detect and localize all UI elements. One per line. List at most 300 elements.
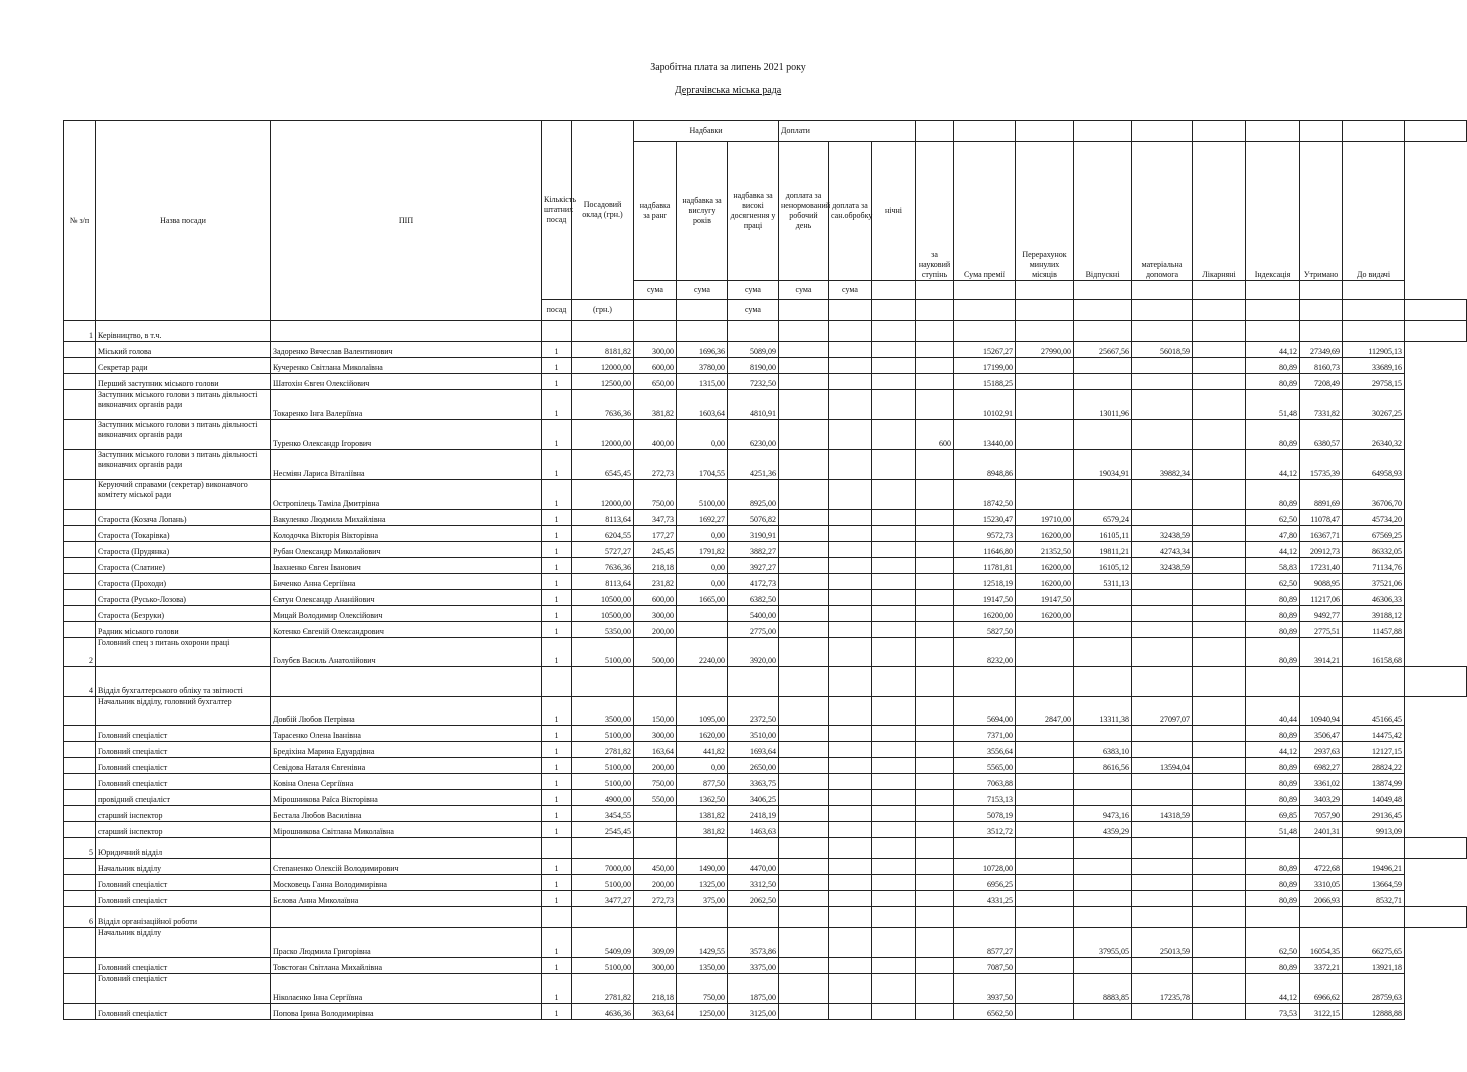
sanitation-cell xyxy=(829,774,872,790)
empty-cell xyxy=(779,667,829,697)
withheld-cell: 20912,73 xyxy=(1300,542,1343,558)
rank-cell xyxy=(634,806,677,822)
sanitation-cell xyxy=(829,726,872,742)
seniority-cell: 0,00 xyxy=(677,574,728,590)
irregular-cell xyxy=(779,574,829,590)
empty-cell xyxy=(1193,667,1246,697)
withheld-cell: 4722,68 xyxy=(1300,859,1343,875)
rank-cell xyxy=(634,822,677,838)
index-cell: 40,44 xyxy=(1246,697,1300,726)
count-cell: 1 xyxy=(542,558,572,574)
table-row xyxy=(64,638,1467,667)
payout-cell: 12888,88 xyxy=(1343,1004,1405,1020)
degree-cell xyxy=(916,480,954,510)
empty-cell xyxy=(542,838,572,859)
empty-cell xyxy=(1300,838,1343,859)
header-irregular: доплата за ненормований робочий день xyxy=(779,142,829,281)
rank-cell: 218,18 xyxy=(634,558,677,574)
recalc-cell: 16200,00 xyxy=(1016,558,1074,574)
rank-cell: 750,00 xyxy=(634,480,677,510)
header-aid: матеріальна допомога xyxy=(1132,142,1193,281)
position-cell: Головний спеціаліст xyxy=(96,891,271,907)
empty-cell xyxy=(1016,321,1074,342)
empty-cell xyxy=(954,838,1016,859)
empty-cell xyxy=(1405,321,1467,342)
aid-cell xyxy=(1132,420,1193,450)
header-empty xyxy=(1343,300,1405,321)
empty-cell xyxy=(1246,838,1300,859)
achievement-cell: 3882,27 xyxy=(728,542,779,558)
index-cell: 80,89 xyxy=(1246,758,1300,774)
section-header-row xyxy=(64,321,1467,342)
recalc-cell: 19147,50 xyxy=(1016,590,1074,606)
recalc-cell xyxy=(1016,450,1074,480)
payout-cell: 67569,25 xyxy=(1343,526,1405,542)
sick-cell xyxy=(1193,450,1246,480)
empty-cell xyxy=(954,667,1016,697)
sanitation-cell xyxy=(829,1004,872,1020)
rank-cell: 218,18 xyxy=(634,974,677,1004)
degree-cell xyxy=(916,390,954,420)
header-empty xyxy=(1405,300,1467,321)
header-empty xyxy=(1016,121,1074,142)
header-empty xyxy=(1300,121,1343,142)
position-cell: Староста (Токарівка) xyxy=(96,526,271,542)
payout-cell: 33689,16 xyxy=(1343,358,1405,374)
night-cell xyxy=(872,374,916,390)
seniority-cell: 1490,00 xyxy=(677,859,728,875)
night-cell xyxy=(872,574,916,590)
row-number xyxy=(64,774,96,790)
empty-cell xyxy=(1132,667,1193,697)
section-number: 1 xyxy=(64,321,96,342)
seniority-cell: 1692,27 xyxy=(677,510,728,526)
header-payout: До видачі xyxy=(1343,142,1405,281)
seniority-cell: 1325,00 xyxy=(677,875,728,891)
table-row xyxy=(64,1004,1467,1020)
table-row xyxy=(64,374,1467,390)
recalc-cell: 16200,00 xyxy=(1016,526,1074,542)
empty-cell xyxy=(677,321,728,342)
header-empty xyxy=(954,121,1016,142)
name-cell: Ковіна Олена Сергіївна xyxy=(271,774,542,790)
withheld-cell: 8891,69 xyxy=(1300,480,1343,510)
aid-cell xyxy=(1132,822,1193,838)
table-row xyxy=(64,806,1467,822)
vacation-cell xyxy=(1074,590,1132,606)
seniority-cell: 1696,36 xyxy=(677,342,728,358)
sanitation-cell xyxy=(829,790,872,806)
table-row xyxy=(64,542,1467,558)
sick-cell xyxy=(1193,790,1246,806)
empty-cell xyxy=(677,667,728,697)
sick-cell xyxy=(1193,420,1246,450)
night-cell xyxy=(872,342,916,358)
empty-cell xyxy=(1343,667,1405,697)
header-unit-salary: (грн.) xyxy=(572,300,634,321)
irregular-cell xyxy=(779,1004,829,1020)
salary-cell: 8181,82 xyxy=(572,342,634,358)
sanitation-cell xyxy=(829,390,872,420)
salary-cell: 3477,27 xyxy=(572,891,634,907)
seniority-cell: 375,00 xyxy=(677,891,728,907)
header-night: нічні xyxy=(872,142,916,281)
bonus-cell: 15188,25 xyxy=(954,374,1016,390)
row-number xyxy=(64,342,96,358)
rank-cell: 245,45 xyxy=(634,542,677,558)
empty-cell xyxy=(542,667,572,697)
section-header-row xyxy=(64,667,1467,697)
empty-cell xyxy=(572,667,634,697)
index-cell: 51,48 xyxy=(1246,390,1300,420)
night-cell xyxy=(872,450,916,480)
empty-cell xyxy=(779,838,829,859)
sanitation-cell xyxy=(829,622,872,638)
degree-cell xyxy=(916,574,954,590)
bonus-cell: 11781,81 xyxy=(954,558,1016,574)
aid-cell xyxy=(1132,726,1193,742)
index-cell: 80,89 xyxy=(1246,606,1300,622)
index-cell: 80,89 xyxy=(1246,859,1300,875)
position-cell: Міський голова xyxy=(96,342,271,358)
sick-cell xyxy=(1193,774,1246,790)
sanitation-cell xyxy=(829,758,872,774)
vacation-cell: 13311,38 xyxy=(1074,697,1132,726)
withheld-cell: 2066,93 xyxy=(1300,891,1343,907)
bonus-cell: 5827,50 xyxy=(954,622,1016,638)
table-row xyxy=(64,526,1467,542)
night-cell xyxy=(872,590,916,606)
bonus-cell: 15267,27 xyxy=(954,342,1016,358)
seniority-cell xyxy=(677,622,728,638)
table-row xyxy=(64,420,1467,450)
sanitation-cell xyxy=(829,958,872,974)
irregular-cell xyxy=(779,390,829,420)
header-bonus: Сума премії xyxy=(954,142,1016,281)
night-cell xyxy=(872,390,916,420)
section-header-row xyxy=(64,838,1467,859)
header-empty xyxy=(916,281,954,300)
recalc-cell xyxy=(1016,875,1074,891)
payout-cell: 9913,09 xyxy=(1343,822,1405,838)
sanitation-cell xyxy=(829,697,872,726)
index-cell: 69,85 xyxy=(1246,806,1300,822)
table-row xyxy=(64,891,1467,907)
rank-cell: 177,27 xyxy=(634,526,677,542)
night-cell xyxy=(872,1004,916,1020)
vacation-cell: 25667,56 xyxy=(1074,342,1132,358)
count-cell: 1 xyxy=(542,638,572,667)
bonus-cell: 10102,91 xyxy=(954,390,1016,420)
rank-cell: 300,00 xyxy=(634,606,677,622)
table-row xyxy=(64,928,1467,958)
salary-cell: 5100,00 xyxy=(572,958,634,974)
night-cell xyxy=(872,606,916,622)
header-empty xyxy=(954,300,1016,321)
empty-cell xyxy=(1193,907,1246,928)
table-row xyxy=(64,480,1467,510)
sanitation-cell xyxy=(829,590,872,606)
header-withheld: Утримано xyxy=(1300,142,1343,281)
sick-cell xyxy=(1193,558,1246,574)
header-index: Індексація xyxy=(1246,142,1300,281)
table-row xyxy=(64,790,1467,806)
table-row xyxy=(64,742,1467,758)
recalc-cell xyxy=(1016,958,1074,974)
seniority-cell: 0,00 xyxy=(677,526,728,542)
achievement-cell: 1875,00 xyxy=(728,974,779,1004)
irregular-cell xyxy=(779,510,829,526)
vacation-cell: 6383,10 xyxy=(1074,742,1132,758)
sick-cell xyxy=(1193,697,1246,726)
header-position: Назва посади xyxy=(96,121,271,321)
vacation-cell: 19811,21 xyxy=(1074,542,1132,558)
rank-cell: 300,00 xyxy=(634,726,677,742)
seniority-cell: 1095,00 xyxy=(677,697,728,726)
row-number xyxy=(64,790,96,806)
position-cell: Староста (Козача Лопань) xyxy=(96,510,271,526)
recalc-cell xyxy=(1016,774,1074,790)
rank-cell: 363,64 xyxy=(634,1004,677,1020)
sick-cell xyxy=(1193,606,1246,622)
sanitation-cell xyxy=(829,526,872,542)
index-cell: 44,12 xyxy=(1246,450,1300,480)
night-cell xyxy=(872,480,916,510)
empty-cell xyxy=(572,907,634,928)
position-cell: Староста (Проходи) xyxy=(96,574,271,590)
vacation-cell: 19034,91 xyxy=(1074,450,1132,480)
vacation-cell: 9473,16 xyxy=(1074,806,1132,822)
seniority-cell: 1704,55 xyxy=(677,450,728,480)
header-empty xyxy=(1132,121,1193,142)
empty-cell xyxy=(271,838,542,859)
achievement-cell: 3406,25 xyxy=(728,790,779,806)
night-cell xyxy=(872,742,916,758)
empty-cell xyxy=(872,321,916,342)
empty-cell xyxy=(1405,667,1467,697)
index-cell: 44,12 xyxy=(1246,742,1300,758)
empty-cell xyxy=(916,838,954,859)
irregular-cell xyxy=(779,638,829,667)
salary-cell: 5350,00 xyxy=(572,622,634,638)
name-cell: Ніколаєнко Інна Сергіївна xyxy=(271,974,542,1004)
row-number xyxy=(64,590,96,606)
sanitation-cell xyxy=(829,806,872,822)
bonus-cell: 4331,25 xyxy=(954,891,1016,907)
name-cell: Колодочка Вікторія Вікторівна xyxy=(271,526,542,542)
header-empty xyxy=(1193,300,1246,321)
count-cell: 1 xyxy=(542,622,572,638)
index-cell: 80,89 xyxy=(1246,420,1300,450)
vacation-cell: 4359,29 xyxy=(1074,822,1132,838)
degree-cell xyxy=(916,1004,954,1020)
count-cell: 1 xyxy=(542,790,572,806)
index-cell: 44,12 xyxy=(1246,342,1300,358)
empty-cell xyxy=(728,321,779,342)
document-title: Заробітна плата за липень 2021 року xyxy=(650,62,806,73)
table-row xyxy=(64,697,1467,726)
position-cell: Староста (Прудянка) xyxy=(96,542,271,558)
position-cell: Заступник міського голови з питань діяльності виконавчих органів ради xyxy=(96,420,271,450)
header-unit-suma: сума xyxy=(728,300,779,321)
count-cell: 1 xyxy=(542,358,572,374)
degree-cell xyxy=(916,510,954,526)
aid-cell xyxy=(1132,390,1193,420)
section-title: Юридичний відділ xyxy=(96,838,271,859)
bonus-cell: 7087,50 xyxy=(954,958,1016,974)
seniority-cell: 1620,00 xyxy=(677,726,728,742)
name-cell: Товстоган Світлана Михайлівна xyxy=(271,958,542,974)
name-cell: Євтун Олександр Ананійович xyxy=(271,590,542,606)
payout-cell: 14475,42 xyxy=(1343,726,1405,742)
empty-cell xyxy=(1016,667,1074,697)
vacation-cell xyxy=(1074,875,1132,891)
header-suma: сума xyxy=(829,281,872,300)
empty-cell xyxy=(872,907,916,928)
night-cell xyxy=(872,558,916,574)
name-cell: Биченко Анна Сергіївна xyxy=(271,574,542,590)
irregular-cell xyxy=(779,450,829,480)
empty-cell xyxy=(728,838,779,859)
sick-cell xyxy=(1193,822,1246,838)
sick-cell xyxy=(1193,891,1246,907)
rank-cell: 300,00 xyxy=(634,958,677,974)
count-cell: 1 xyxy=(542,758,572,774)
recalc-cell: 19710,00 xyxy=(1016,510,1074,526)
header-unit-count: посад xyxy=(542,300,572,321)
degree-cell xyxy=(916,622,954,638)
recalc-cell xyxy=(1016,928,1074,958)
achievement-cell: 4172,73 xyxy=(728,574,779,590)
sick-cell xyxy=(1193,526,1246,542)
sick-cell xyxy=(1193,742,1246,758)
header-empty xyxy=(1016,281,1074,300)
recalc-cell: 27990,00 xyxy=(1016,342,1074,358)
name-cell: Вакуленко Людмила Михайлівна xyxy=(271,510,542,526)
position-cell: Радник міського голови xyxy=(96,622,271,638)
achievement-cell: 3920,00 xyxy=(728,638,779,667)
payout-cell: 46306,33 xyxy=(1343,590,1405,606)
bonus-cell: 8577,27 xyxy=(954,928,1016,958)
count-cell: 1 xyxy=(542,928,572,958)
position-cell: Головний спеціаліст xyxy=(96,742,271,758)
degree-cell xyxy=(916,806,954,822)
withheld-cell: 7208,49 xyxy=(1300,374,1343,390)
sick-cell xyxy=(1193,542,1246,558)
payout-cell: 30267,25 xyxy=(1343,390,1405,420)
payout-cell: 13921,18 xyxy=(1343,958,1405,974)
irregular-cell xyxy=(779,606,829,622)
irregular-cell xyxy=(779,542,829,558)
bonus-cell: 7371,00 xyxy=(954,726,1016,742)
achievement-cell: 2372,50 xyxy=(728,697,779,726)
aid-cell xyxy=(1132,790,1193,806)
irregular-cell xyxy=(779,758,829,774)
sick-cell xyxy=(1193,928,1246,958)
recalc-cell xyxy=(1016,358,1074,374)
irregular-cell xyxy=(779,742,829,758)
header-recalc: Перерахунок минулих місяців xyxy=(1016,142,1074,281)
salary-cell: 5100,00 xyxy=(572,875,634,891)
irregular-cell xyxy=(779,806,829,822)
row-number xyxy=(64,374,96,390)
header-no: № з/п xyxy=(64,121,96,321)
withheld-cell: 2401,31 xyxy=(1300,822,1343,838)
aid-cell xyxy=(1132,374,1193,390)
sick-cell xyxy=(1193,590,1246,606)
bonus-cell: 19147,50 xyxy=(954,590,1016,606)
table-row xyxy=(64,450,1467,480)
table-row xyxy=(64,875,1467,891)
name-cell: Мірошникова Раїса Вікторівна xyxy=(271,790,542,806)
header-suma: сума xyxy=(728,281,779,300)
sanitation-cell xyxy=(829,480,872,510)
achievement-cell: 3510,00 xyxy=(728,726,779,742)
degree-cell xyxy=(916,790,954,806)
count-cell: 1 xyxy=(542,806,572,822)
achievement-cell: 5076,82 xyxy=(728,510,779,526)
position-cell: провідний спеціаліст xyxy=(96,790,271,806)
degree-cell: 600 xyxy=(916,420,954,450)
degree-cell xyxy=(916,974,954,1004)
bonus-cell: 3937,50 xyxy=(954,974,1016,1004)
sanitation-cell xyxy=(829,358,872,374)
achievement-cell: 3312,50 xyxy=(728,875,779,891)
night-cell xyxy=(872,958,916,974)
night-cell xyxy=(872,358,916,374)
achievement-cell: 3573,86 xyxy=(728,928,779,958)
withheld-cell: 27349,69 xyxy=(1300,342,1343,358)
sanitation-cell xyxy=(829,558,872,574)
aid-cell xyxy=(1132,358,1193,374)
withheld-cell: 6966,62 xyxy=(1300,974,1343,1004)
rank-cell: 300,00 xyxy=(634,342,677,358)
payout-cell: 45166,45 xyxy=(1343,697,1405,726)
header-group-extras: Доплати xyxy=(779,121,916,142)
achievement-cell: 2062,50 xyxy=(728,891,779,907)
recalc-cell xyxy=(1016,420,1074,450)
row-number xyxy=(64,526,96,542)
payout-cell: 71134,76 xyxy=(1343,558,1405,574)
sick-cell xyxy=(1193,480,1246,510)
payout-cell: 12127,15 xyxy=(1343,742,1405,758)
empty-cell xyxy=(1246,907,1300,928)
seniority-cell: 1603,64 xyxy=(677,390,728,420)
payout-cell: 37521,06 xyxy=(1343,574,1405,590)
rank-cell: 381,82 xyxy=(634,390,677,420)
vacation-cell: 5311,13 xyxy=(1074,574,1132,590)
degree-cell xyxy=(916,342,954,358)
vacation-cell: 37955,05 xyxy=(1074,928,1132,958)
seniority-cell: 5100,00 xyxy=(677,480,728,510)
empty-cell xyxy=(1016,838,1074,859)
row-number xyxy=(64,390,96,420)
seniority-cell: 0,00 xyxy=(677,558,728,574)
bonus-cell: 7063,88 xyxy=(954,774,1016,790)
bonus-cell: 7153,13 xyxy=(954,790,1016,806)
name-cell: Тарасенко Олена Іванівна xyxy=(271,726,542,742)
salary-cell: 2781,82 xyxy=(572,742,634,758)
vacation-cell: 6579,24 xyxy=(1074,510,1132,526)
empty-cell xyxy=(677,838,728,859)
sick-cell xyxy=(1193,574,1246,590)
seniority-cell: 1665,00 xyxy=(677,590,728,606)
sick-cell xyxy=(1193,974,1246,1004)
header-empty xyxy=(954,281,1016,300)
sick-cell xyxy=(1193,374,1246,390)
degree-cell xyxy=(916,726,954,742)
vacation-cell xyxy=(1074,358,1132,374)
